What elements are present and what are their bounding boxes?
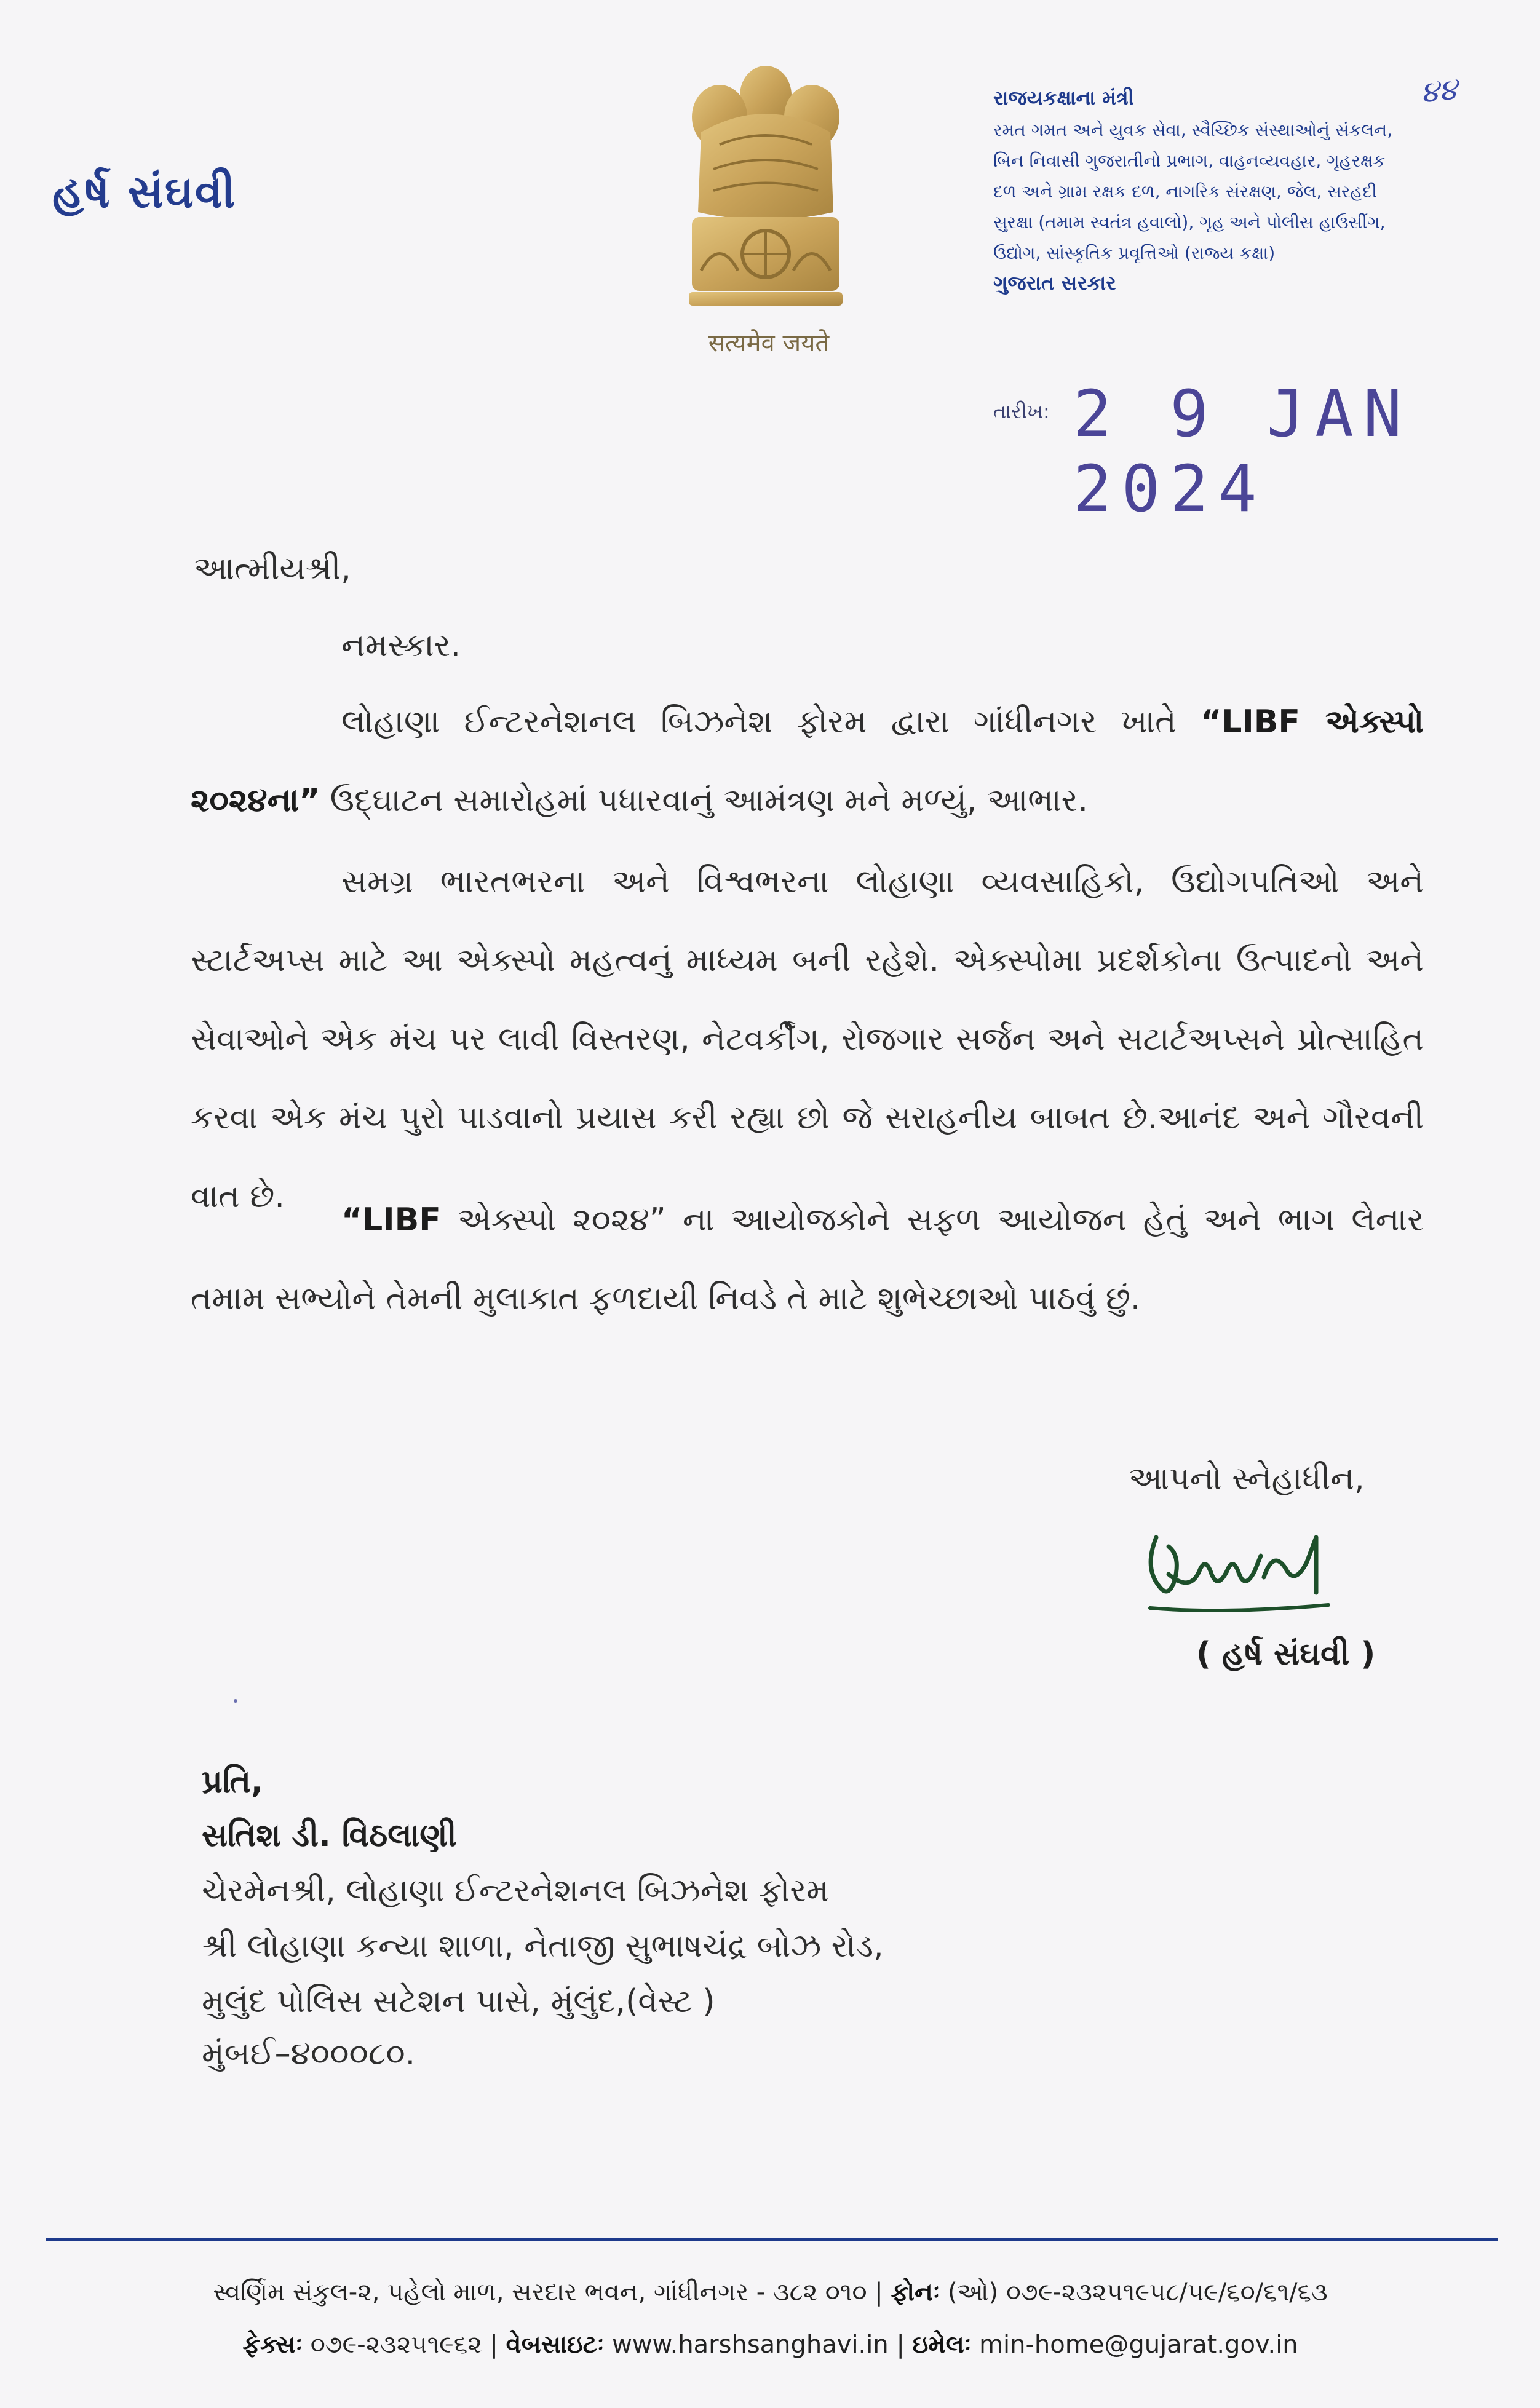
sender-name: હર્ષ સંઘવી bbox=[52, 166, 237, 218]
designation-block bbox=[993, 86, 1522, 295]
para3-text: એક્સ્પો ૨૦૨૪” ના આયોજકોને સફળ આયોજન હેતું અને ભાગ લેનાર તમામ સભ્યોને તેમની મુલાકાત ફળદાયી નિવડે તે માટે શુભેચ્છાઓ પાઠવું છું. bbox=[191, 1202, 1424, 1317]
portfolio-line: સુરક્ષા (તમામ સ્વતંત્ર હવાલો), ગૃહ અને પોલીસ હાઉસીંગ, bbox=[993, 212, 1386, 232]
recipient-address-line: શ્રી લોહાણા કન્યા શાળા, નેતાજી સુભાષચંદ્ર બોઝ રોડ, bbox=[202, 1928, 884, 1965]
portfolio-line: રમત ગમત અને યુવક સેવા, સ્વૈચ્છિક સંસ્થાઓનું સંકલન, bbox=[993, 120, 1393, 140]
date-label: તારીખ: bbox=[993, 400, 1050, 423]
recipient-address-line: ચેરમેનશ્રી, લોહાણા ઈન્ટરનેશનલ બિઝનેશ ફોરમ bbox=[202, 1872, 829, 1909]
paragraph-wishes bbox=[191, 1181, 1424, 1338]
greeting: નમસ્કાર. bbox=[341, 627, 461, 664]
emblem-motto: सत्यमेव जयते bbox=[708, 329, 830, 357]
recipient-name: સતિશ ડી. વિઠલાણી bbox=[202, 1817, 457, 1854]
national-emblem-icon bbox=[677, 58, 855, 354]
portfolio-list bbox=[993, 115, 1522, 269]
office-address: સ્વર્ણિમ સંકુલ-૨, પહેલો માળ, સરદાર ભવન, ગાંધીનગર - ૩૮૨ ૦૧૦ bbox=[213, 2278, 867, 2307]
para3-event-name: “LIBF bbox=[341, 1202, 441, 1238]
email-link[interactable]: min-home@gujarat.gov.in bbox=[979, 2331, 1298, 2359]
stray-mark bbox=[234, 1699, 237, 1703]
recipient-label: પ્રતિ, bbox=[202, 1764, 263, 1800]
footer-contact-line bbox=[46, 2331, 1494, 2359]
recipient-address-line: મુલુંદ પોલિસ સટેશન પાસે, મુંલુંદ,(વેસ્ટ ) bbox=[202, 1983, 715, 2020]
separator: | bbox=[875, 2278, 891, 2307]
paragraph-expo-importance: સમગ્ર ભારતભરના અને વિશ્વભરના લોહાણા વ્યવસાહિકો, ઉદ્યોગપતિઓ અને સ્ટાર્ટઅપ્સ માટે આ એક્સ્પો મહત્વનું માધ્યમ બની રહેશે. એક્સ્પોમા પ્રદર્શકોના ઉત્પાદનો અને સેવાઓને એક મંચ પર લાવી વિસ્તરણ, નેટવર્કીંગ, રોજગાર સર્જન અને સટાર્ટઅપ્સને પ્રોત્સાહિત કરવા એક મંચ પુરો પાડવાનો પ્રયાસ કરી રહ્યા છો જે સરાહનીય બાબત છે.આનંદ અને ગૌરવની વાત છે. bbox=[191, 863, 1424, 1215]
para1-rest: ઉદ્ઘાટન સમારોહમાં પધારવાનું આમંત્રણ મને મળ્યું, આભાર. bbox=[320, 782, 1088, 819]
date-stamp: 2 9 JAN 2024 bbox=[1073, 376, 1412, 526]
designation-title: રાજયકક્ષાના મંત્રી bbox=[993, 86, 1134, 109]
salutation: આત્મીયશ્રી, bbox=[194, 550, 351, 587]
closing-phrase: આપનો સ્નેહાધીન, bbox=[1129, 1460, 1365, 1497]
separator: | bbox=[896, 2331, 913, 2359]
phone-label: ફોનઃ bbox=[891, 2278, 940, 2307]
website-link[interactable]: www.harshsanghavi.in bbox=[612, 2331, 889, 2359]
handwritten-signature bbox=[1132, 1513, 1341, 1623]
paragraph-invitation bbox=[191, 683, 1424, 840]
fax-label: ફેક્સઃ bbox=[242, 2331, 303, 2359]
portfolio-line: દળ અને ગ્રામ રક્ષક દળ, નાગરિક સંરક્ષણ, જેલ, સરહદી bbox=[993, 181, 1377, 202]
phone-number: (ઓ) ૦૭૯-૨૩૨૫૧૯૫૮/૫૯/૬૦/૬૧/૬૩ bbox=[948, 2278, 1328, 2307]
portfolio-line: ઉદ્યોગ, સાંસ્કૃતિક પ્રવૃત્તિઓ (રાજ્ય કક્ષા) bbox=[993, 243, 1276, 263]
separator: | bbox=[490, 2331, 506, 2359]
reference-number: ૪૪ bbox=[1419, 72, 1459, 110]
para1-text: લોહાણા ઈન્ટરનેશનલ બિઝનેશ ફોરમ દ્વારા ગાંધીનગર ખાતે bbox=[341, 703, 1201, 740]
fax-number: ૦૭૯-૨૩૨૫૧૯૬૨ bbox=[310, 2331, 482, 2359]
footer-divider bbox=[46, 2238, 1498, 2241]
signatory-name: ( હર્ષ સંઘવી ) bbox=[1196, 1636, 1376, 1673]
footer-address-line bbox=[46, 2278, 1494, 2307]
para1-event-name: “LIBF એક્સ્પો ૨૦૨૪ના” bbox=[191, 703, 1424, 819]
government-name: ગુજરાત સરકાર bbox=[993, 271, 1116, 295]
portfolio-line: બિન નિવાસી ગુજરાતીનો પ્રભાગ, વાહનવ્યવહાર, ગૃહરક્ષક bbox=[993, 151, 1386, 171]
email-label: ઇમેલઃ bbox=[912, 2331, 972, 2359]
recipient-address-line: મુંબઈ–૪૦૦૦૮૦. bbox=[202, 2035, 416, 2072]
website-label: વેબસાઇટઃ bbox=[506, 2331, 605, 2359]
